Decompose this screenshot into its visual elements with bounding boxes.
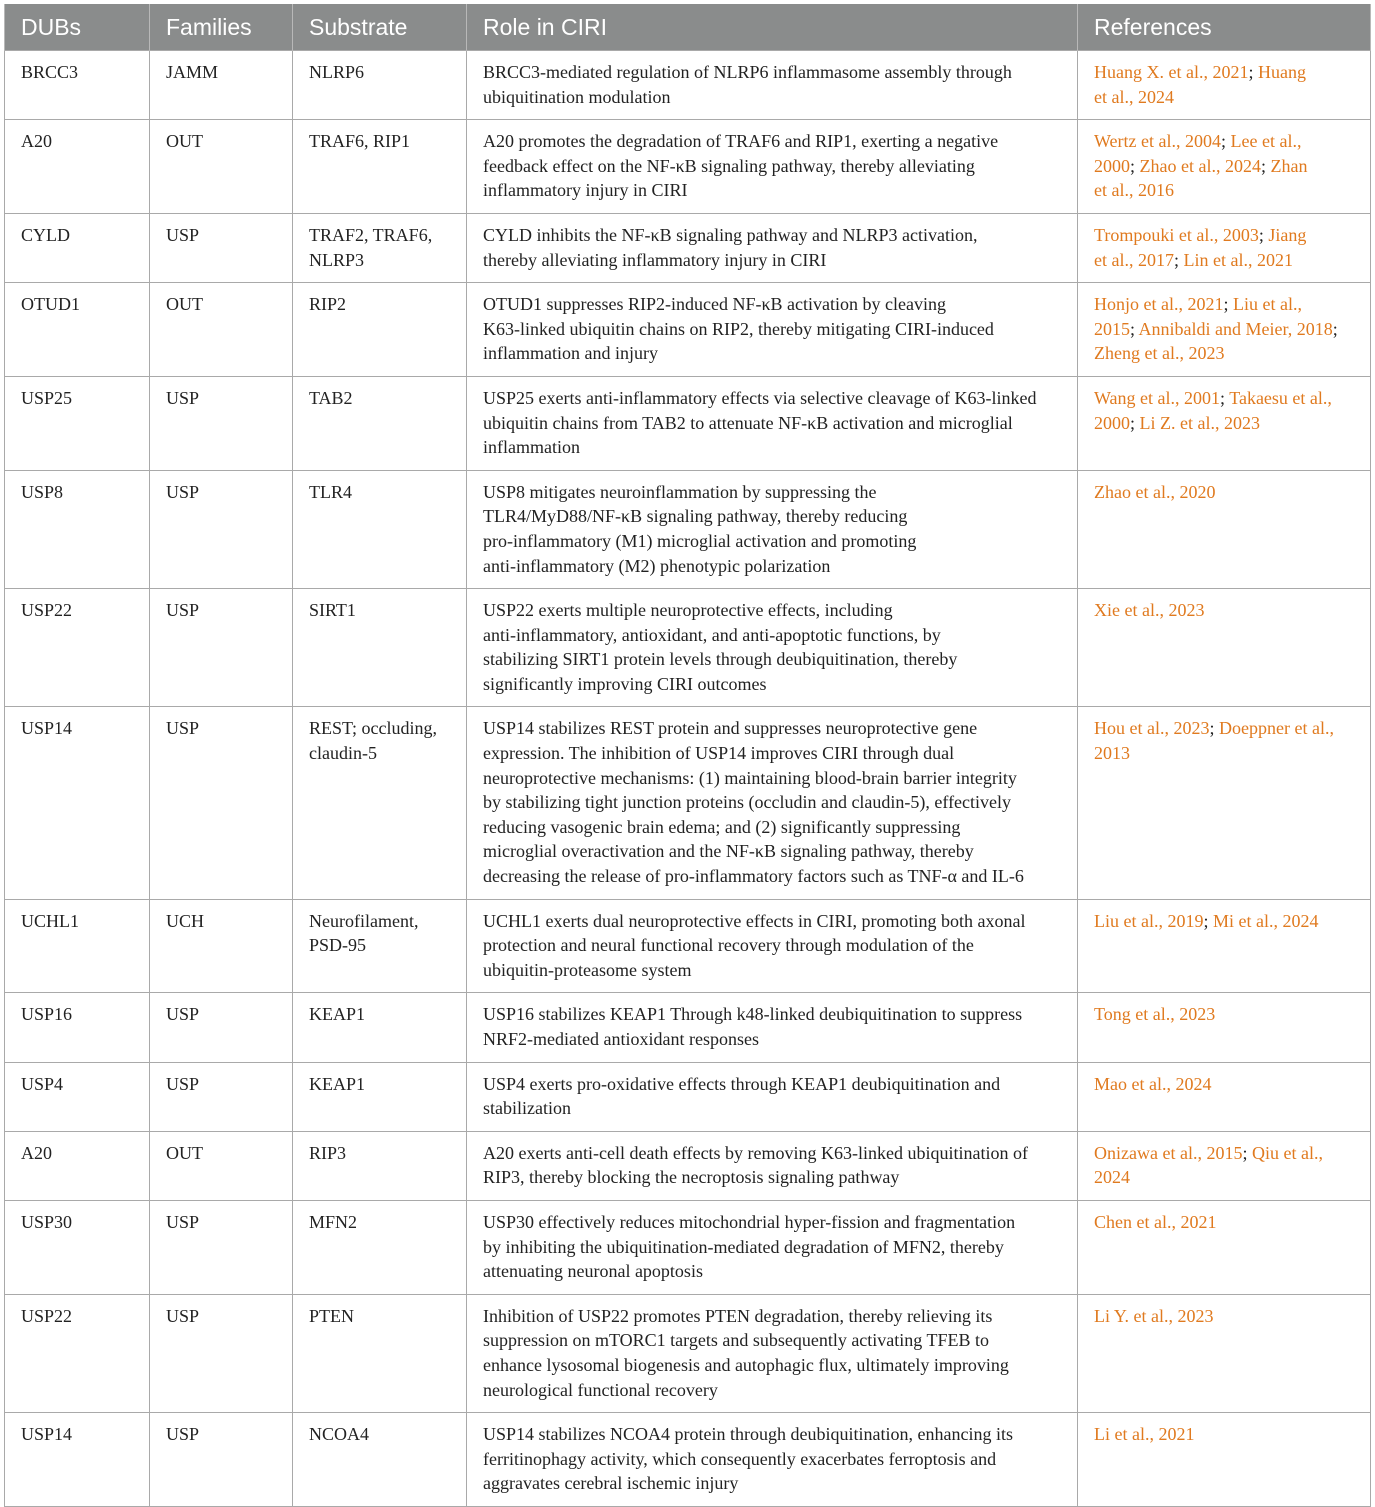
substrate-line: RIP3: [309, 1142, 347, 1163]
reference-link[interactable]: Jiang: [1268, 224, 1307, 245]
role-line: by inhibiting the ubiquitination-mediated degradation of MFN2, thereby: [483, 1236, 1004, 1257]
table-row: [5, 993, 1371, 1062]
reference-link[interactable]: Li Z. et al., 2023: [1139, 412, 1260, 433]
cell-role: [467, 589, 1078, 707]
cell-dub: A20: [5, 1131, 150, 1200]
reference-link[interactable]: Onizawa et al., 2015: [1094, 1142, 1243, 1163]
cell-substrate: [293, 120, 467, 214]
reference-separator: ;: [1173, 249, 1184, 270]
cell-family: USP: [150, 589, 293, 707]
cell-role: [467, 1413, 1078, 1507]
role-line: inflammation: [483, 437, 580, 458]
cell-dub: USP4: [5, 1062, 150, 1131]
reference-link[interactable]: et al., 2024: [1094, 86, 1174, 107]
substrate-line: NLRP6: [309, 62, 365, 82]
header-families: Families: [150, 4, 293, 51]
cell-family: USP: [150, 1294, 293, 1412]
reference-link[interactable]: Annibaldi and Meier, 2018: [1138, 318, 1333, 339]
cell-family: USP: [150, 1413, 293, 1507]
cell-family: OUT: [150, 120, 293, 214]
role-line: CYLD inhibits the NF-κB signaling pathway and NLRP3 activation,: [483, 224, 978, 245]
role-line: ferritinophagy activity, which consequently exacerbates ferroptosis and: [483, 1448, 997, 1469]
cell-substrate: [293, 993, 467, 1062]
role-line: attenuating neuronal apoptosis: [483, 1261, 703, 1282]
reference-link[interactable]: Honjo et al., 2021: [1094, 294, 1224, 315]
cell-references: [1078, 1413, 1371, 1507]
cell-references: [1078, 899, 1371, 993]
role-line: USP4 exerts pro-oxidative effects through KEAP1 deubiquitination and: [483, 1073, 1001, 1094]
table-row: [5, 1062, 1371, 1131]
cell-substrate: [293, 707, 467, 899]
cell-family: USP: [150, 213, 293, 282]
cell-dub: A20: [5, 120, 150, 214]
cell-references: [1078, 1200, 1371, 1294]
role-line: USP14 stabilizes REST protein and suppresses neuroprotective gene: [483, 718, 978, 739]
reference-link[interactable]: Mi et al., 2024: [1213, 910, 1319, 931]
reference-link[interactable]: Mao et al., 2024: [1094, 1073, 1212, 1094]
reference-link[interactable]: et al., 2016: [1094, 180, 1174, 201]
reference-link[interactable]: Lee et al.,: [1230, 131, 1302, 152]
role-line: UCHL1 exerts dual neuroprotective effects in CIRI, promoting both axonal: [483, 910, 1026, 931]
role-line: RIP3, thereby blocking the necroptosis signaling pathway: [483, 1167, 900, 1188]
substrate-line: PTEN: [309, 1305, 354, 1326]
reference-link[interactable]: Trompouki et al., 2003: [1094, 224, 1259, 245]
role-line: TLR4/MyD88/NF-κB signaling pathway, thereby reducing: [483, 506, 908, 527]
cell-dub: USP14: [5, 707, 150, 899]
role-line: USP16 stabilizes KEAP1 Through k48-linked deubiquitination to suppress: [483, 1004, 1023, 1025]
cell-substrate: [293, 283, 467, 377]
reference-link[interactable]: Zhan: [1270, 155, 1308, 176]
cell-family: USP: [150, 993, 293, 1062]
cell-substrate: [293, 213, 467, 282]
cell-role: [467, 1200, 1078, 1294]
cell-references: [1078, 707, 1371, 899]
reference-link[interactable]: 2024: [1094, 1167, 1130, 1188]
role-line: microglial overactivation and the NF-κB signaling pathway, thereby: [483, 841, 974, 862]
cell-role: [467, 120, 1078, 214]
table-row: [5, 589, 1371, 707]
role-line: expression. The inhibition of USP14 improves CIRI through dual: [483, 743, 955, 764]
substrate-line: MFN2: [309, 1211, 358, 1232]
cell-family: OUT: [150, 283, 293, 377]
cell-role: [467, 993, 1078, 1062]
cell-dub: OTUD1: [5, 283, 150, 377]
role-line: suppression on mTORC1 targets and subsequently activating TFEB to: [483, 1330, 989, 1351]
cell-references: [1078, 589, 1371, 707]
reference-link[interactable]: Zheng et al., 2023: [1094, 343, 1225, 364]
substrate-line: TLR4: [309, 481, 352, 502]
role-line: aggravates cerebral ischemic injury: [483, 1473, 739, 1494]
role-line: protection and neural functional recovery through modulation of the: [483, 935, 974, 956]
cell-role: [467, 470, 1078, 588]
table-row: [5, 899, 1371, 993]
header-role: Role in CIRI: [467, 4, 1078, 51]
role-line: significantly improving CIRI outcomes: [483, 673, 767, 694]
header-substrate: Substrate: [293, 4, 467, 51]
cell-family: USP: [150, 1062, 293, 1131]
cell-substrate: [293, 1294, 467, 1412]
reference-separator: ;: [1209, 718, 1219, 739]
substrate-line: RIP2: [309, 294, 347, 315]
table-row: [5, 707, 1371, 899]
cell-references: [1078, 1294, 1371, 1412]
cell-references: [1078, 283, 1371, 377]
cell-references: [1078, 376, 1371, 470]
substrate-line: NLRP3: [309, 249, 365, 270]
cell-dub: BRCC3: [5, 51, 150, 120]
substrate-line: REST; occluding,: [309, 718, 437, 739]
substrate-line: Neurofilament,: [309, 910, 419, 931]
table-row: [5, 120, 1371, 214]
cell-references: [1078, 213, 1371, 282]
cell-role: [467, 1294, 1078, 1412]
cell-family: UCH: [150, 899, 293, 993]
reference-link[interactable]: 2000: [1094, 155, 1130, 176]
reference-link[interactable]: Tong et al., 2023: [1094, 1004, 1216, 1025]
cell-role: [467, 283, 1078, 377]
reference-link[interactable]: Qiu et al.,: [1251, 1142, 1323, 1163]
role-line: feedback effect on the NF-κB signaling pathway, thereby alleviating: [483, 155, 975, 176]
cell-dub: USP8: [5, 470, 150, 588]
table-row: [5, 470, 1371, 588]
cell-dub: USP16: [5, 993, 150, 1062]
role-line: by stabilizing tight junction proteins (occludin and claudin-5), effectively: [483, 792, 1012, 813]
cell-substrate: [293, 589, 467, 707]
cell-dub: USP30: [5, 1200, 150, 1294]
table-row: [5, 1131, 1371, 1200]
cell-references: [1078, 120, 1371, 214]
reference-link[interactable]: Liu et al.,: [1233, 294, 1302, 315]
table-header-row: [5, 4, 1371, 51]
reference-link[interactable]: Zhao et al., 2020: [1094, 481, 1216, 502]
role-line: ubiquitin chains from TAB2 to attenuate NF-κB activation and microglial: [483, 412, 1013, 433]
role-line: stabilization: [483, 1098, 571, 1119]
cell-dub: USP25: [5, 376, 150, 470]
substrate-line: NCOA4: [309, 1424, 370, 1445]
reference-link[interactable]: Chen et al., 2021: [1094, 1211, 1217, 1232]
cell-dub: USP22: [5, 1294, 150, 1412]
cell-role: [467, 376, 1078, 470]
role-line: neurological functional recovery: [483, 1379, 718, 1400]
reference-separator: ;: [1248, 62, 1258, 82]
cell-role: [467, 213, 1078, 282]
role-line: BRCC3-mediated regulation of NLRP6 inflammasome assembly through: [483, 62, 1012, 82]
role-line: anti-inflammatory (M2) phenotypic polarization: [483, 555, 831, 576]
reference-link[interactable]: Lin et al., 2021: [1183, 249, 1293, 270]
cell-family: USP: [150, 1200, 293, 1294]
reference-link[interactable]: Liu et al., 2019: [1094, 910, 1204, 931]
reference-separator: ;: [1221, 131, 1231, 152]
substrate-line: SIRT1: [309, 600, 356, 621]
substrate-line: PSD-95: [309, 935, 367, 956]
role-line: Inhibition of USP22 promotes PTEN degradation, thereby relieving its: [483, 1305, 993, 1326]
role-line: anti-inflammatory, antioxidant, and anti-apoptotic functions, by: [483, 624, 941, 645]
reference-separator: ;: [1258, 224, 1269, 245]
role-line: USP22 exerts multiple neuroprotective effects, including: [483, 600, 893, 621]
cell-dub: CYLD: [5, 213, 150, 282]
role-line: A20 exerts anti-cell death effects by removing K63-linked ubiquitination of: [483, 1142, 1029, 1163]
reference-link[interactable]: Huang X. et al., 2021: [1094, 62, 1249, 82]
reference-separator: ;: [1220, 387, 1230, 408]
cell-dub: USP14: [5, 1413, 150, 1507]
reference-link[interactable]: Li Y. et al., 2023: [1094, 1305, 1214, 1326]
header-dubs: DUBs: [5, 4, 150, 51]
reference-link[interactable]: Hou et al., 2023: [1094, 718, 1210, 739]
cell-substrate: [293, 1200, 467, 1294]
reference-separator: ;: [1332, 318, 1338, 339]
table-body: [5, 51, 1371, 1507]
reference-link[interactable]: Wertz et al., 2004: [1094, 131, 1222, 152]
substrate-line: KEAP1: [309, 1004, 366, 1025]
substrate-line: KEAP1: [309, 1073, 366, 1094]
role-line: USP14 stabilizes NCOA4 protein through deubiquitination, enhancing its: [483, 1424, 1013, 1445]
table-row: [5, 213, 1371, 282]
table-row: [5, 1413, 1371, 1507]
header-references: References: [1078, 4, 1371, 51]
role-line: NRF2-mediated antioxidant responses: [483, 1029, 759, 1049]
substrate-line: TAB2: [309, 387, 353, 408]
table-row: [5, 283, 1371, 377]
cell-references: [1078, 1131, 1371, 1200]
role-line: pro-inflammatory (M1) microglial activation and promoting: [483, 530, 917, 551]
role-line: stabilizing SIRT1 protein levels through deubiquitination, thereby: [483, 649, 958, 670]
cell-references: [1078, 51, 1371, 120]
role-line: USP25 exerts anti-inflammatory effects via selective cleavage of K63-linked: [483, 387, 1037, 408]
substrate-line: TRAF2, TRAF6,: [309, 224, 433, 245]
reference-separator: ;: [1260, 155, 1271, 176]
reference-link[interactable]: 2000: [1094, 412, 1130, 433]
cell-role: [467, 899, 1078, 993]
role-line: ubiquitin-proteasome system: [483, 959, 692, 980]
cell-dub: USP22: [5, 589, 150, 707]
table-row: [5, 1200, 1371, 1294]
cell-substrate: [293, 51, 467, 120]
cell-family: OUT: [150, 1131, 293, 1200]
role-line: decreasing the release of pro-inflammatory factors such as TNF-α and IL-6: [483, 866, 1024, 887]
cell-family: USP: [150, 376, 293, 470]
cell-role: [467, 51, 1078, 120]
reference-link[interactable]: Takaesu et al.,: [1229, 387, 1332, 408]
dubs-table-container: [4, 4, 1370, 1507]
reference-separator: ;: [1203, 910, 1213, 931]
cell-role: [467, 1131, 1078, 1200]
table-row: [5, 376, 1371, 470]
role-line: OTUD1 suppresses RIP2-induced NF-κB activation by cleaving: [483, 294, 946, 315]
reference-separator: ;: [1130, 412, 1140, 433]
reference-link[interactable]: Doeppner et al.,: [1219, 718, 1334, 739]
role-line: ubiquitination modulation: [483, 86, 671, 107]
cell-role: [467, 1062, 1078, 1131]
role-line: K63-linked ubiquitin chains on RIP2, thereby mitigating CIRI-induced: [483, 318, 994, 339]
reference-link[interactable]: Zhao et al., 2024: [1139, 155, 1261, 176]
cell-substrate: [293, 899, 467, 993]
cell-substrate: [293, 1062, 467, 1131]
role-line: neuroprotective mechanisms: (1) maintaining blood-brain barrier integrity: [483, 767, 1017, 788]
role-line: reducing vasogenic brain edema; and (2) significantly suppressing: [483, 816, 961, 837]
role-line: thereby alleviating inflammatory injury in CIRI: [483, 249, 827, 270]
cell-substrate: [293, 470, 467, 588]
table-row: [5, 1294, 1371, 1412]
reference-separator: ;: [1242, 1142, 1252, 1163]
role-line: USP30 effectively reduces mitochondrial hyper-fission and fragmentation: [483, 1211, 1016, 1232]
role-line: inflammatory injury in CIRI: [483, 180, 688, 201]
cell-family: JAMM: [150, 51, 293, 120]
reference-link[interactable]: Wang et al., 2001: [1094, 387, 1221, 408]
cell-family: USP: [150, 707, 293, 899]
table-row: [5, 51, 1371, 120]
dubs-table: [4, 4, 1371, 1507]
role-line: enhance lysosomal biogenesis and autophagic flux, ultimately improving: [483, 1354, 1009, 1375]
reference-separator: ;: [1130, 155, 1140, 176]
cell-family: USP: [150, 470, 293, 588]
role-line: A20 promotes the degradation of TRAF6 and RIP1, exerting a negative: [483, 131, 999, 152]
role-line: inflammation and injury: [483, 343, 658, 364]
reference-link[interactable]: 2013: [1094, 743, 1130, 764]
cell-dub: UCHL1: [5, 899, 150, 993]
cell-role: [467, 707, 1078, 899]
role-line: USP8 mitigates neuroinflammation by suppressing the: [483, 481, 877, 502]
cell-references: [1078, 1062, 1371, 1131]
reference-link[interactable]: Xie et al., 2023: [1094, 600, 1205, 621]
cell-substrate: [293, 1413, 467, 1507]
reference-separator: ;: [1130, 318, 1139, 339]
cell-references: [1078, 470, 1371, 588]
cell-substrate: [293, 376, 467, 470]
reference-link[interactable]: 2015: [1094, 318, 1130, 339]
reference-link[interactable]: Li et al., 2021: [1094, 1424, 1195, 1445]
reference-separator: ;: [1223, 294, 1233, 315]
reference-link[interactable]: Huang: [1257, 62, 1306, 82]
substrate-line: TRAF6, RIP1: [309, 131, 411, 152]
substrate-line: claudin-5: [309, 743, 377, 764]
reference-link[interactable]: et al., 2017: [1094, 249, 1174, 270]
cell-substrate: [293, 1131, 467, 1200]
cell-references: [1078, 993, 1371, 1062]
